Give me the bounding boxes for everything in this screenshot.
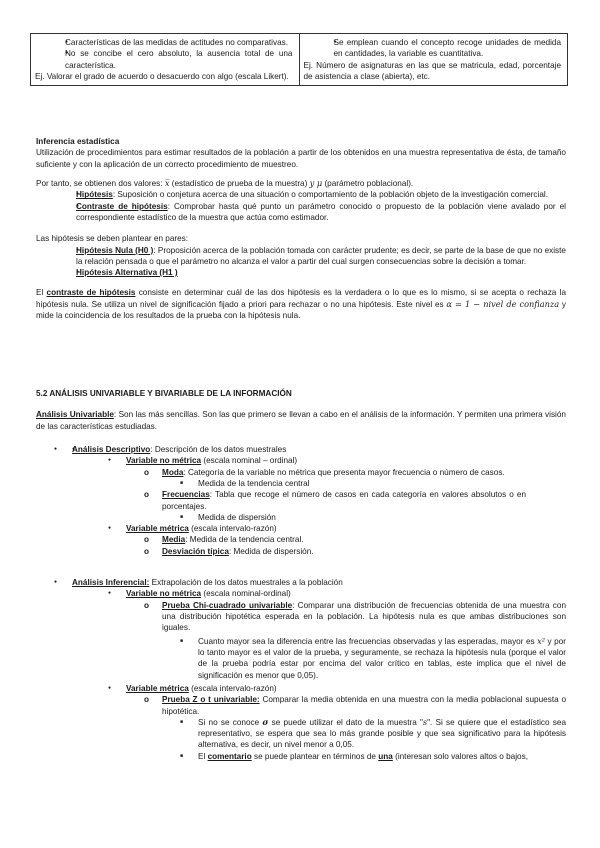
scale-comparison-table	[30, 33, 568, 86]
list-item: ● Características de las medidas de actitudes no comparativas.	[51, 37, 293, 48]
table-example: Ej. Valorar el grado de acuerdo o desacuerdo con algo (escala Likert).	[35, 71, 289, 81]
list-item: ● Contraste de hipótesis: Comprobar hasta qué punto un parámetro conocido o propuesto de la población viene avalado por el correspondiente estadístico de la muestra que actúa como estimador.	[76, 201, 566, 224]
paragraph: Análisis Univariable: Son las más sencillas. Son las que primero se llevan a cabo en el análisis de la información. Y permiten una primera visión de las características estudiadas.	[36, 410, 566, 431]
paragraph: Las hipótesis se deben plantear en pares:	[36, 234, 189, 244]
section-title: Inferencia estadística	[36, 137, 120, 146]
list-item: ● No se concibe el cero absoluto, la ausencia total de una característica.	[51, 48, 293, 71]
paragraph: El contraste de hipótesis consiste en determinar cuál de las dos hipótesis es la verdadera o lo que es lo mismo, si se acepta o rechaza la hipótesis nula. Se utiliza un nivel de significación fijado a priori para rechazar o no una hipótesis. Este nivel es α = 1 − nivel de confianza y mide la coincidencia de los resultados de la prueba con la hipótesis nula.	[36, 288, 566, 321]
inferencia-section	[36, 136, 566, 321]
inferencial-list	[36, 577, 566, 762]
list-item: ● Hipótesis: Suposición o conjetura acerca de una situación o comportamiento de la población objeto de la investigación comercial.	[76, 189, 566, 200]
table-cell-right	[299, 34, 568, 86]
list-item: ● Se emplean cuando el concepto recoge unidades de medida en cantidades, la variable es cuantitativa.	[320, 37, 562, 60]
descriptivo-list	[36, 444, 566, 557]
section-title: 5.2 ANÁLISIS UNIVARIABLE Y BIVARIABLE DE LA INFORMACIÓN	[36, 389, 292, 398]
list-item: ● Hipótesis Nula (H0 ): Proposición acerca de la población tomada con carácter prudente; es decir, se parte de la base de que no existe la relación pensada o que el parámetro no alcanza el valor a partir del cual surgen consecuencias sobre la decisión a tomar.	[76, 245, 566, 268]
paragraph: Utilización de procedimientos para estimar resultados de la población a partir de los obtenidos en una muestra representativa de ésta, de tamaño suficiente y con la aplicación de un correcto procedimiento de muestreo.	[36, 148, 566, 169]
list-item: ● ● Análisis Descriptivo: Descripción de los datos muestrales ● Variable no métrica (escala nominal – ordinal) o Moda: Categoría de la variable no métrica que presenta mayor frecuencia o número de casos. ■ Medida de la tendencia central o Frecuencias: Tabla que recoge el número de casos en cada categoría en valores absolutos o en porcentajes. ■ Medida de dispersión ● Variable métrica (escala intervalo-razón) o Media: Medida de la tendencia central. o Desviación típica: Medida de dispersión.	[72, 444, 566, 557]
section-5-2	[36, 388, 566, 762]
list-item: ● Análisis Inferencial: Extrapolación de los datos muestrales a la población ● Variable no métrica (escala nominal-ordinal) o Prueba Chi-cuadrado univariable: Comparar una distribución de frecuencias obtenida de una muestra con una distribución hipotética esperada en la población. La hipótesis nula es que ambas distribuciones son iguales. ■ Cuanto mayor sea la diferencia entre las frecuencias observadas y las esperadas, mayor es x² y por lo tanto mayor es el valor de la prueba, y seguramente, se rechaza la hipótesis nula (porque el valor de la prueba podría estar por encima del valor crítico en tablas, este implica que el nivel de significación es menor que 0,05). ● Variable métrica (escala intervalo-razón) o Prueba Z o t univariable: Comparar la media obtenida en una muestra con la media poblacional supuesta o hipotética. ■ Si no se conoce σ se puede utilizar el dato de la muestra "s". Si se quiere que el estadístico sea representativo, se espera que sea lo más grande posible y que sea significativo para la hipótesis alternativa, es decir, un nivel menor a 0,05. ■ El comentario se puede plantear en términos de una (interesan solo valores altos o bajos,	[54, 578, 566, 761]
table-example: Ej. Número de asignaturas en las que se matricula, edad, porcentaje de asistencia a clase (abierta), etc.	[303, 60, 561, 81]
table-cell-left	[31, 34, 300, 86]
paragraph: Por tanto, se obtienen dos valores: x̅ (estadístico de prueba de la muestra) y μ (parámetro poblacional).	[36, 177, 414, 188]
list-item: ● Hipótesis Alternativa (H1 )	[76, 267, 566, 278]
